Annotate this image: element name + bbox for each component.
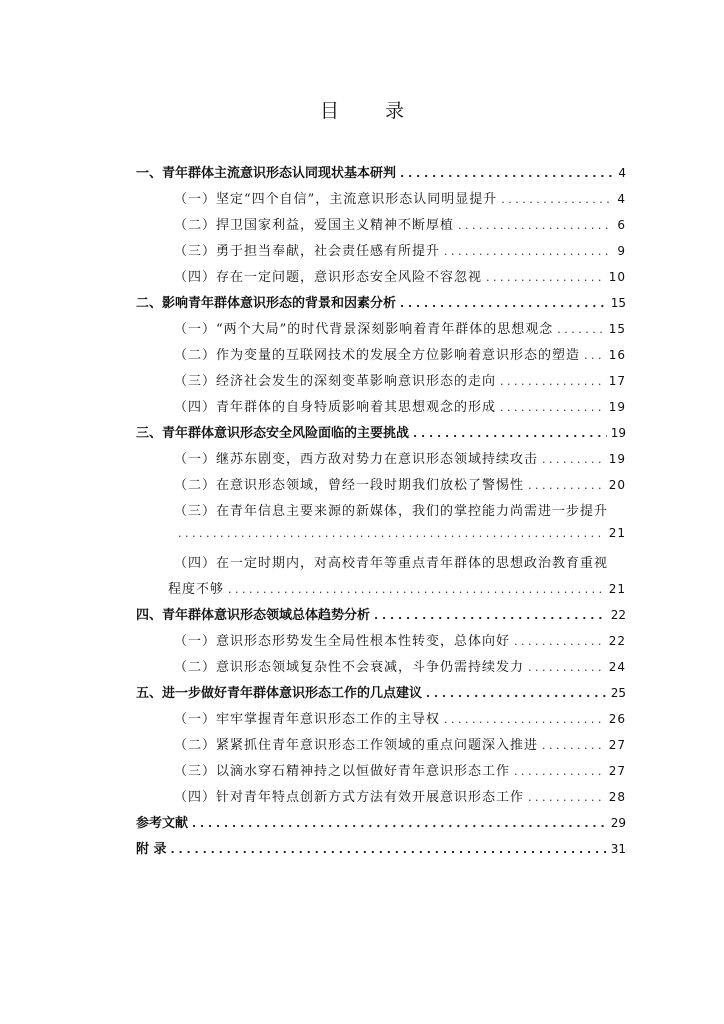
toc-entry-title: （四）存在一定问题，意识形态安全风险不容忽视 — [174, 270, 483, 285]
toc-entry[interactable] — [174, 214, 626, 238]
toc-page-number: 16 — [608, 348, 626, 362]
toc-entry-title: （一）继苏东剧变，西方敌对势力在意识形态领域持续攻击 — [174, 452, 539, 467]
toc-page-number: 19 — [608, 452, 626, 466]
toc-dot-leader — [426, 687, 607, 700]
toc-entry-title-cont: 程度不够 — [168, 582, 225, 597]
toc-dot-leader — [444, 245, 613, 258]
toc-entry-title: 五、进一步做好青年群体意识形态工作的几点建议 — [136, 686, 423, 701]
toc-page-number: 9 — [617, 244, 626, 258]
toc-page-number: 25 — [610, 686, 626, 700]
toc-dot-leader — [542, 739, 605, 752]
toc-page-number: 19 — [608, 400, 626, 414]
toc-dot-leader — [400, 297, 607, 310]
toc-entry-title[interactable]: （四）在一定时期内，对高校青年等重点青年群体的思想政治教育重视 — [174, 556, 609, 571]
toc-entry-title: （三）勇于担当奉献，社会责任感有所提升 — [174, 244, 441, 259]
toc-page-number: 20 — [608, 478, 626, 492]
toc-dot-leader — [171, 843, 607, 856]
toc-page-number: 27 — [608, 738, 626, 752]
toc-page-number: 4 — [617, 192, 626, 206]
page-title: 目 录 — [319, 100, 425, 122]
toc-entry-title: （四）针对青年特点创新方式方法有效开展意识形态工作 — [174, 790, 525, 805]
toc-entry[interactable] — [174, 240, 626, 264]
toc-entry[interactable] — [174, 734, 626, 758]
toc-entry[interactable] — [174, 396, 626, 420]
toc-entry[interactable] — [136, 292, 626, 316]
toc-entry-title: （三）以滴水穿石精神持之以恒做好青年意识形态工作 — [174, 764, 511, 779]
toc-entry-title: （二）意识形态领域复杂性不会衰减，斗争仍需持续发力 — [174, 660, 525, 675]
toc-entry-title: （一）“两个大局”的时代背景深刻影响着青年群体的思想观念 — [174, 322, 554, 337]
toc-dot-leader — [374, 609, 607, 622]
toc-page-number: 24 — [608, 660, 626, 674]
toc-entry-title: 附 录 — [136, 842, 167, 857]
toc-dot-leader — [584, 349, 605, 362]
toc-entry[interactable] — [174, 344, 626, 368]
toc-entry[interactable] — [174, 760, 626, 784]
toc-page-number: 15 — [610, 296, 626, 310]
toc-entry-title: （二）作为变量的互联网技术的发展全方位影响着意识形态的塑造 — [174, 348, 581, 363]
toc-dot-leader — [458, 219, 613, 232]
toc-page-number: 21 — [608, 582, 626, 596]
toc-dot-leader — [486, 271, 605, 284]
toc-dot-leader — [228, 583, 605, 596]
toc-entry-continuation[interactable] — [174, 526, 626, 550]
toc-entry-title: （二）捍卫国家利益，爱国主义精神不断厚植 — [174, 218, 455, 233]
toc-entry[interactable] — [174, 630, 626, 654]
toc-dot-leader — [557, 323, 604, 336]
toc-entry[interactable] — [136, 838, 626, 862]
toc-dot-leader — [500, 375, 605, 388]
toc-entry-title: （一）意识形态形势发生全局性根本性转变，总体向好 — [174, 634, 511, 649]
toc-page-number: 27 — [608, 764, 626, 778]
toc-dot-leader — [514, 635, 605, 648]
toc-dot-leader — [542, 453, 605, 466]
toc-page-number: 21 — [608, 526, 626, 540]
toc-page-number: 4 — [618, 166, 626, 180]
toc-dot-leader — [178, 527, 605, 540]
toc-dot-leader — [500, 401, 605, 414]
toc-page-number: 6 — [617, 218, 626, 232]
toc-page-number: 19 — [610, 426, 626, 440]
toc-entry[interactable] — [136, 604, 626, 628]
toc-entry[interactable] — [136, 682, 626, 706]
toc-entry-title: （四）青年群体的自身特质影响着其思想观念的形成 — [174, 400, 497, 415]
toc-page-number: 17 — [608, 374, 626, 388]
toc-entry[interactable] — [174, 656, 626, 680]
toc-page-number: 22 — [608, 634, 626, 648]
toc-dot-leader — [514, 765, 605, 778]
toc-dot-leader — [192, 817, 607, 830]
toc-dot-leader — [444, 713, 605, 726]
toc-entry[interactable] — [174, 266, 626, 290]
toc-entry-continuation[interactable] — [168, 578, 626, 602]
toc-entry-title: 二、影响青年群体意识形态的背景和因素分析 — [136, 296, 397, 311]
toc-entry[interactable] — [136, 812, 626, 836]
toc-entry-title: 一、青年群体主流意识形态认同现状基本研判 — [136, 166, 397, 181]
toc-entry-title: （一）坚定“四个自信”，主流意识形态认同明显提升 — [174, 192, 498, 207]
toc-dot-leader — [501, 193, 613, 206]
toc-dot-leader — [528, 661, 605, 674]
toc-entry-title: （一）牢牢掌握青年意识形态工作的主导权 — [174, 712, 441, 727]
toc-dot-leader — [528, 479, 605, 492]
toc-entry[interactable] — [174, 786, 626, 810]
toc-dot-leader — [400, 167, 614, 180]
toc-entry[interactable] — [136, 422, 626, 446]
toc-entry-title[interactable]: （三）在青年信息主要来源的新媒体，我们的掌控能力尚需进一步提升 — [174, 504, 609, 519]
toc-entry-title: 参考文献 — [136, 816, 189, 831]
toc-entry-title: 四、青年群体意识形态领域总体趋势分析 — [136, 608, 371, 623]
toc-page-number: 26 — [608, 712, 626, 726]
toc-entry[interactable] — [174, 318, 626, 342]
toc-entry-title: （三）经济社会发生的深刻变革影响意识形态的走向 — [174, 374, 497, 389]
toc-entry-title: （二）在意识形态领域，曾经一段时期我们放松了警惕性 — [174, 478, 525, 493]
toc-dot-leader — [528, 791, 605, 804]
toc-page-number: 22 — [610, 608, 626, 622]
toc-entry[interactable] — [174, 188, 626, 212]
toc-page-number: 29 — [610, 816, 626, 830]
toc-entry-title: 三、青年群体意识形态安全风险面临的主要挑战 — [136, 426, 410, 441]
toc-entry[interactable] — [174, 474, 626, 498]
toc-entry[interactable] — [174, 708, 626, 732]
toc-entry[interactable] — [136, 162, 626, 186]
toc-dot-leader — [413, 427, 607, 440]
toc-entry[interactable] — [174, 370, 626, 394]
toc-page-number: 10 — [608, 270, 626, 284]
toc-entry[interactable] — [174, 448, 626, 472]
toc-page-number: 31 — [610, 842, 626, 856]
toc-entry-title: （二）紧紧抓住青年意识形态工作领域的重点问题深入推进 — [174, 738, 539, 753]
toc-page-number: 28 — [608, 790, 626, 804]
toc-page-number: 15 — [608, 322, 626, 336]
